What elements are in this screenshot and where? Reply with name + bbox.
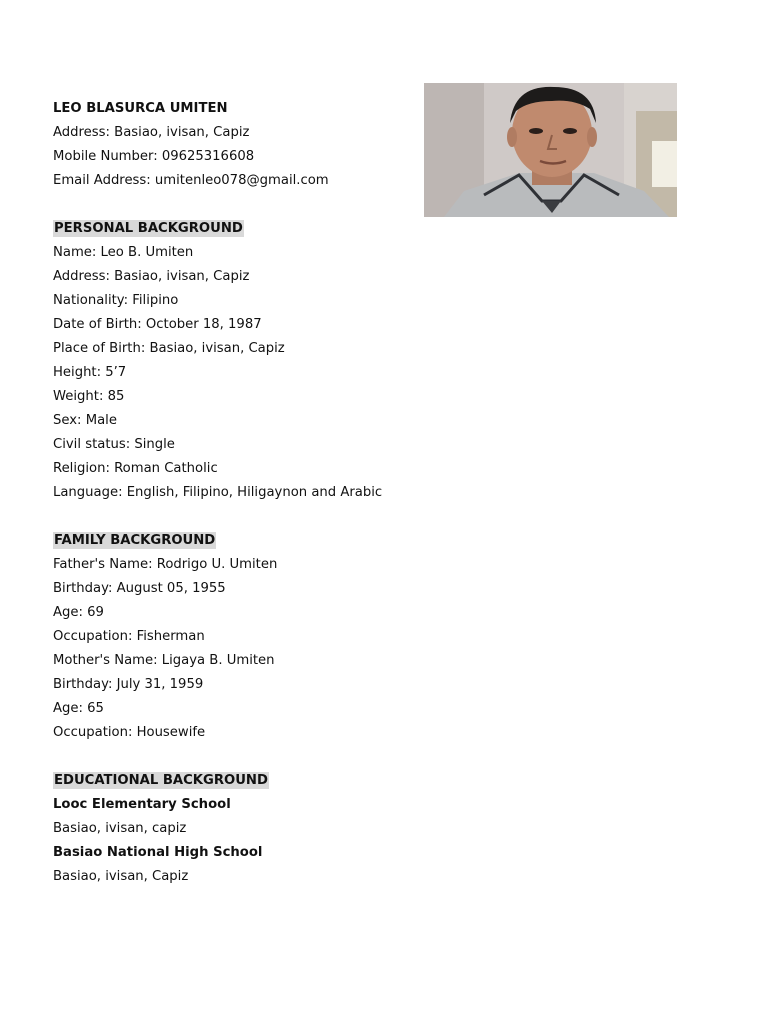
- family-line: Birthday: July 31, 1959: [53, 677, 204, 692]
- educational-background-section: [53, 769, 413, 889]
- family-line: Mother's Name: Ligaya B. Umiten: [53, 653, 275, 668]
- section-spacer: [53, 745, 413, 769]
- family-background-section: [53, 529, 413, 745]
- personal-line: Place of Birth: Basiao, ivisan, Capiz: [53, 341, 285, 356]
- family-line: Occupation: Fisherman: [53, 629, 205, 644]
- family-line: Birthday: August 05, 1955: [53, 581, 226, 596]
- school-name: Basiao National High School: [53, 845, 263, 860]
- personal-line: Nationality: Filipino: [53, 293, 179, 308]
- applicant-name: LEO BLASURCA UMITEN: [53, 101, 228, 116]
- family-line: Father's Name: Rodrigo U. Umiten: [53, 557, 278, 572]
- family-line: Occupation: Housewife: [53, 725, 206, 740]
- school-location: Basiao, ivisan, capiz: [53, 821, 187, 836]
- educational-background-heading: EDUCATIONAL BACKGROUND: [54, 773, 268, 788]
- contact-address: Address: Basiao, ivisan, Capiz: [53, 125, 250, 140]
- personal-line: Weight: 85: [53, 389, 125, 404]
- personal-line: Height: 5’7: [53, 365, 127, 380]
- personal-line: Religion: Roman Catholic: [53, 461, 218, 476]
- resume-text-column: [53, 97, 413, 889]
- personal-line: Sex: Male: [53, 413, 117, 428]
- family-line: Age: 69: [53, 605, 104, 620]
- contact-email: Email Address: umitenleo078@gmail.com: [53, 173, 329, 188]
- personal-line: Language: English, Filipino, Hiligaynon and Arabic: [53, 485, 383, 500]
- family-background-heading: FAMILY BACKGROUND: [54, 533, 216, 548]
- school-name: Looc Elementary School: [53, 797, 231, 812]
- personal-line: Address: Basiao, ivisan, Capiz: [53, 269, 250, 284]
- personal-line: Date of Birth: October 18, 1987: [53, 317, 262, 332]
- section-spacer: [53, 505, 413, 529]
- contact-section: [53, 97, 413, 193]
- school-location: Basiao, ivisan, Capiz: [53, 869, 189, 884]
- personal-line: Name: Leo B. Umiten: [53, 245, 194, 260]
- personal-background-heading: PERSONAL BACKGROUND: [54, 221, 243, 236]
- section-spacer: [53, 193, 413, 217]
- profile-photo-image: [424, 83, 677, 217]
- personal-background-section: [53, 217, 413, 505]
- family-line: Age: 65: [53, 701, 104, 716]
- profile-photo: [424, 83, 677, 217]
- personal-line: Civil status: Single: [53, 437, 175, 452]
- contact-mobile: Mobile Number: 09625316608: [53, 149, 255, 164]
